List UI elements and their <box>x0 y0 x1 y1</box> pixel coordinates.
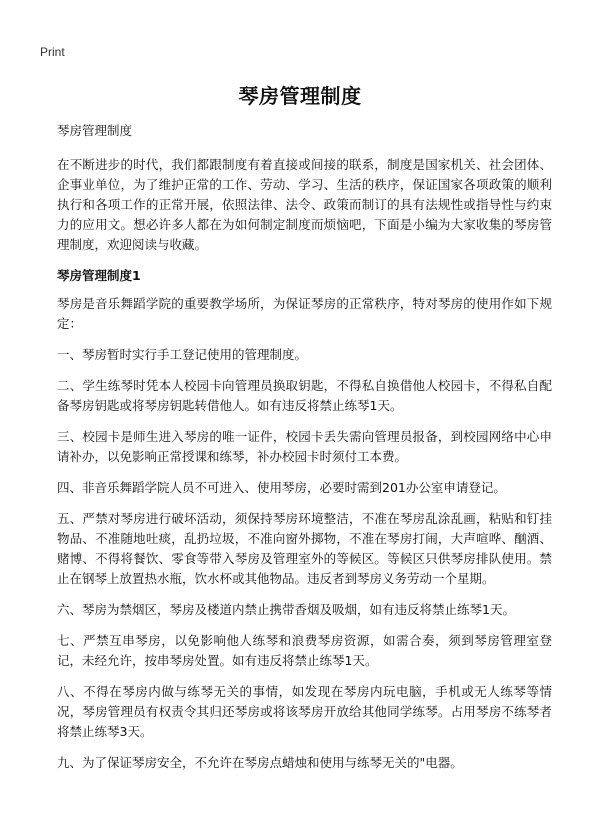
paragraph-rule-5: 五、严禁对琴房进行破坏活动，须保持琴房环境整洁，不准在琴房乱涂乱画，粘贴和钉挂物品、不准随地吐痰，乱扔垃圾，不准向窗外掷物，不准在琴房打闹，大声喧哗、酗酒、赌博、不得将餐饮、零食等带入琴房及管理室外的等候区。等候区只供琴房排队使用。禁止在钢琴上放置热水瓶，饮水杯或其他物品。违反者到琴房义务劳动一个星期。 <box>57 511 552 586</box>
intro-paragraph: 在不断进步的时代，我们都跟制度有着直接或间接的联系，制度是国家机关、社会团体、企事业单位，为了维护正常的工作、劳动、学习、生活的秩序，保证国家各项政策的顺利执行和各项工作的正常开展，依照法律、法令、政策而制订的具有法规性或指导性与约束力的应用文。想必许多人都在为如何制定制度而烦恼吧，下面是小编为大家收集的琴房管理制度，欢迎阅读与收藏。 <box>57 157 552 252</box>
paragraph-rule-8: 八、不得在琴房内做与练琴无关的事情，如发现在琴房内玩电脑，手机或无人练琴等情况，琴房管理员有权责令其归还琴房或将该琴房开放给其他同学练琴。占用琴房不练琴者将禁止练琴3天。 <box>57 684 552 739</box>
paragraph-rule-3: 三、校园卡是师生进入琴房的唯一证件，校园卡丢失需向管理员报备，到校园网络中心申请补办，以免影响正常授课和练琴，补办校园卡时须付工本费。 <box>57 429 552 464</box>
print-link[interactable]: Print <box>40 45 65 59</box>
paragraph-rule-4: 四、非音乐舞蹈学院人员不可进入、使用琴房，必要时需到201办公室申请登记。 <box>57 480 506 495</box>
document-subtitle: 琴房管理制度 <box>57 123 133 138</box>
paragraph-preamble: 琴房是音乐舞蹈学院的重要教学场所，为保证琴房的正常秩序，特对琴房的使用作如下规定： <box>57 296 552 331</box>
document-body <box>57 118 552 784</box>
paragraph-rule-6: 六、琴房为禁烟区，琴房及楼道内禁止携带香烟及吸烟，如有违反将禁止练琴1天。 <box>57 602 515 617</box>
paragraph-rule-2: 二、学生练琴时凭本人校园卡向管理员换取钥匙，不得私自换借他人校园卡，不得私自配备琴房钥匙或将琴房钥匙转借他人。如有违反将禁止练琴1天。 <box>57 378 552 413</box>
paragraph-rule-1: 一、琴房暂时实行手工登记使用的管理制度。 <box>57 347 308 362</box>
section-heading: 琴房管理制度1 <box>57 268 141 283</box>
document-title: 琴房管理制度 <box>238 84 362 108</box>
paragraph-rule-7: 七、严禁互串琴房，以免影响他人练琴和浪费琴房资源，如需合奏，须到琴房管理室登记，未经允许，按串琴房处置。如有违反将禁止练琴1天。 <box>57 633 552 668</box>
paragraph-rule-9: 九、为了保证琴房安全，不允许在琴房点蜡烛和使用与练琴无关的"电器。 <box>57 755 463 770</box>
